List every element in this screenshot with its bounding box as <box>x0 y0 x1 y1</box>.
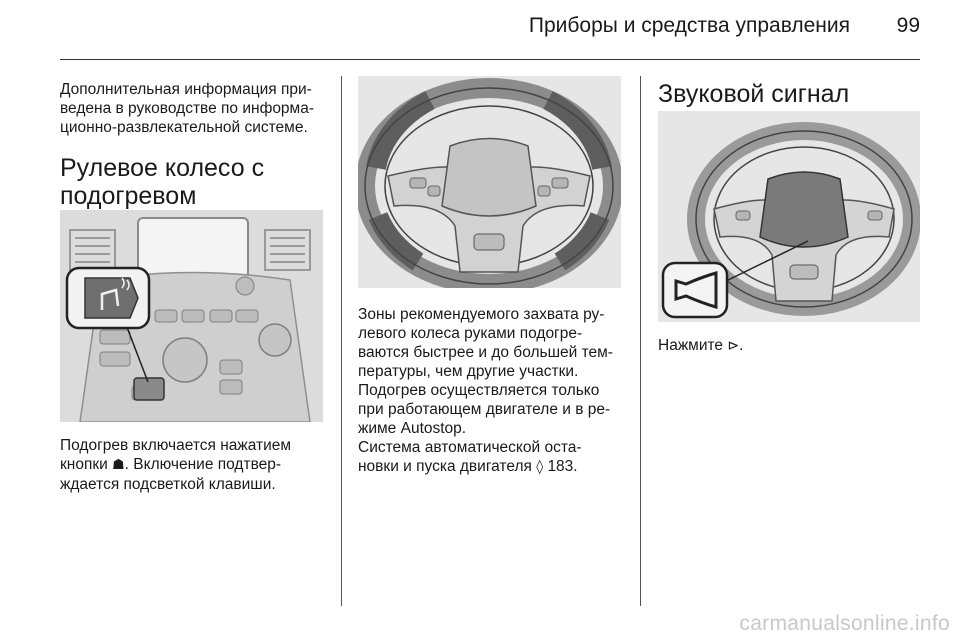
figure-steering-wheel-zones <box>358 76 621 288</box>
steering-wheel-heated-zones-icon <box>358 76 621 288</box>
page-reference-link[interactable]: 183. <box>547 458 578 475</box>
heated-seat-button-icon <box>60 210 323 422</box>
engine-condition-paragraph: Подогрев осуществляется только при работающем двигателе и в ре- жиме Autostop. <box>358 382 611 437</box>
header-title: Приборы и средства управления <box>528 14 850 37</box>
intro-paragraph: Дополнительная информация при- ведена в руководстве по информа- ционно-развлекательной системе. <box>60 81 314 136</box>
horn-icon: ⊳ <box>727 338 740 354</box>
column-divider-1 <box>341 76 342 606</box>
autostop-reference-paragraph: Система автоматической оста- новки и пуска двигателя ◊ 183. <box>358 439 582 475</box>
horn-instruction: Нажмите ⊳. <box>658 337 744 354</box>
page-reference-icon: ◊ <box>536 459 544 475</box>
grip-zones-paragraph: Зоны рекомендуемого захвата ру- левого колеса руками подогре- ваются быстрее и до большей тем- пературы, чем другие участки. <box>358 306 613 380</box>
heated-seat-icon: ☗ <box>112 457 125 473</box>
section-heading-heated-wheel: Рулевое колесо с подогревом <box>60 154 265 210</box>
header-rule <box>60 59 920 60</box>
page-number: 99 <box>896 14 920 37</box>
steering-wheel-horn-icon <box>658 111 920 322</box>
column-divider-2 <box>640 76 641 606</box>
figure-horn <box>658 111 920 322</box>
heating-paragraph: Подогрев включается нажатием кнопки ☗. Включение подтвер- ждается подсветкой клавиши. <box>60 437 292 493</box>
section-heading-horn: Звуковой сигнал <box>658 80 850 108</box>
figure-dashboard-button <box>60 210 323 422</box>
watermark: carmanualsonline.info <box>739 612 950 635</box>
